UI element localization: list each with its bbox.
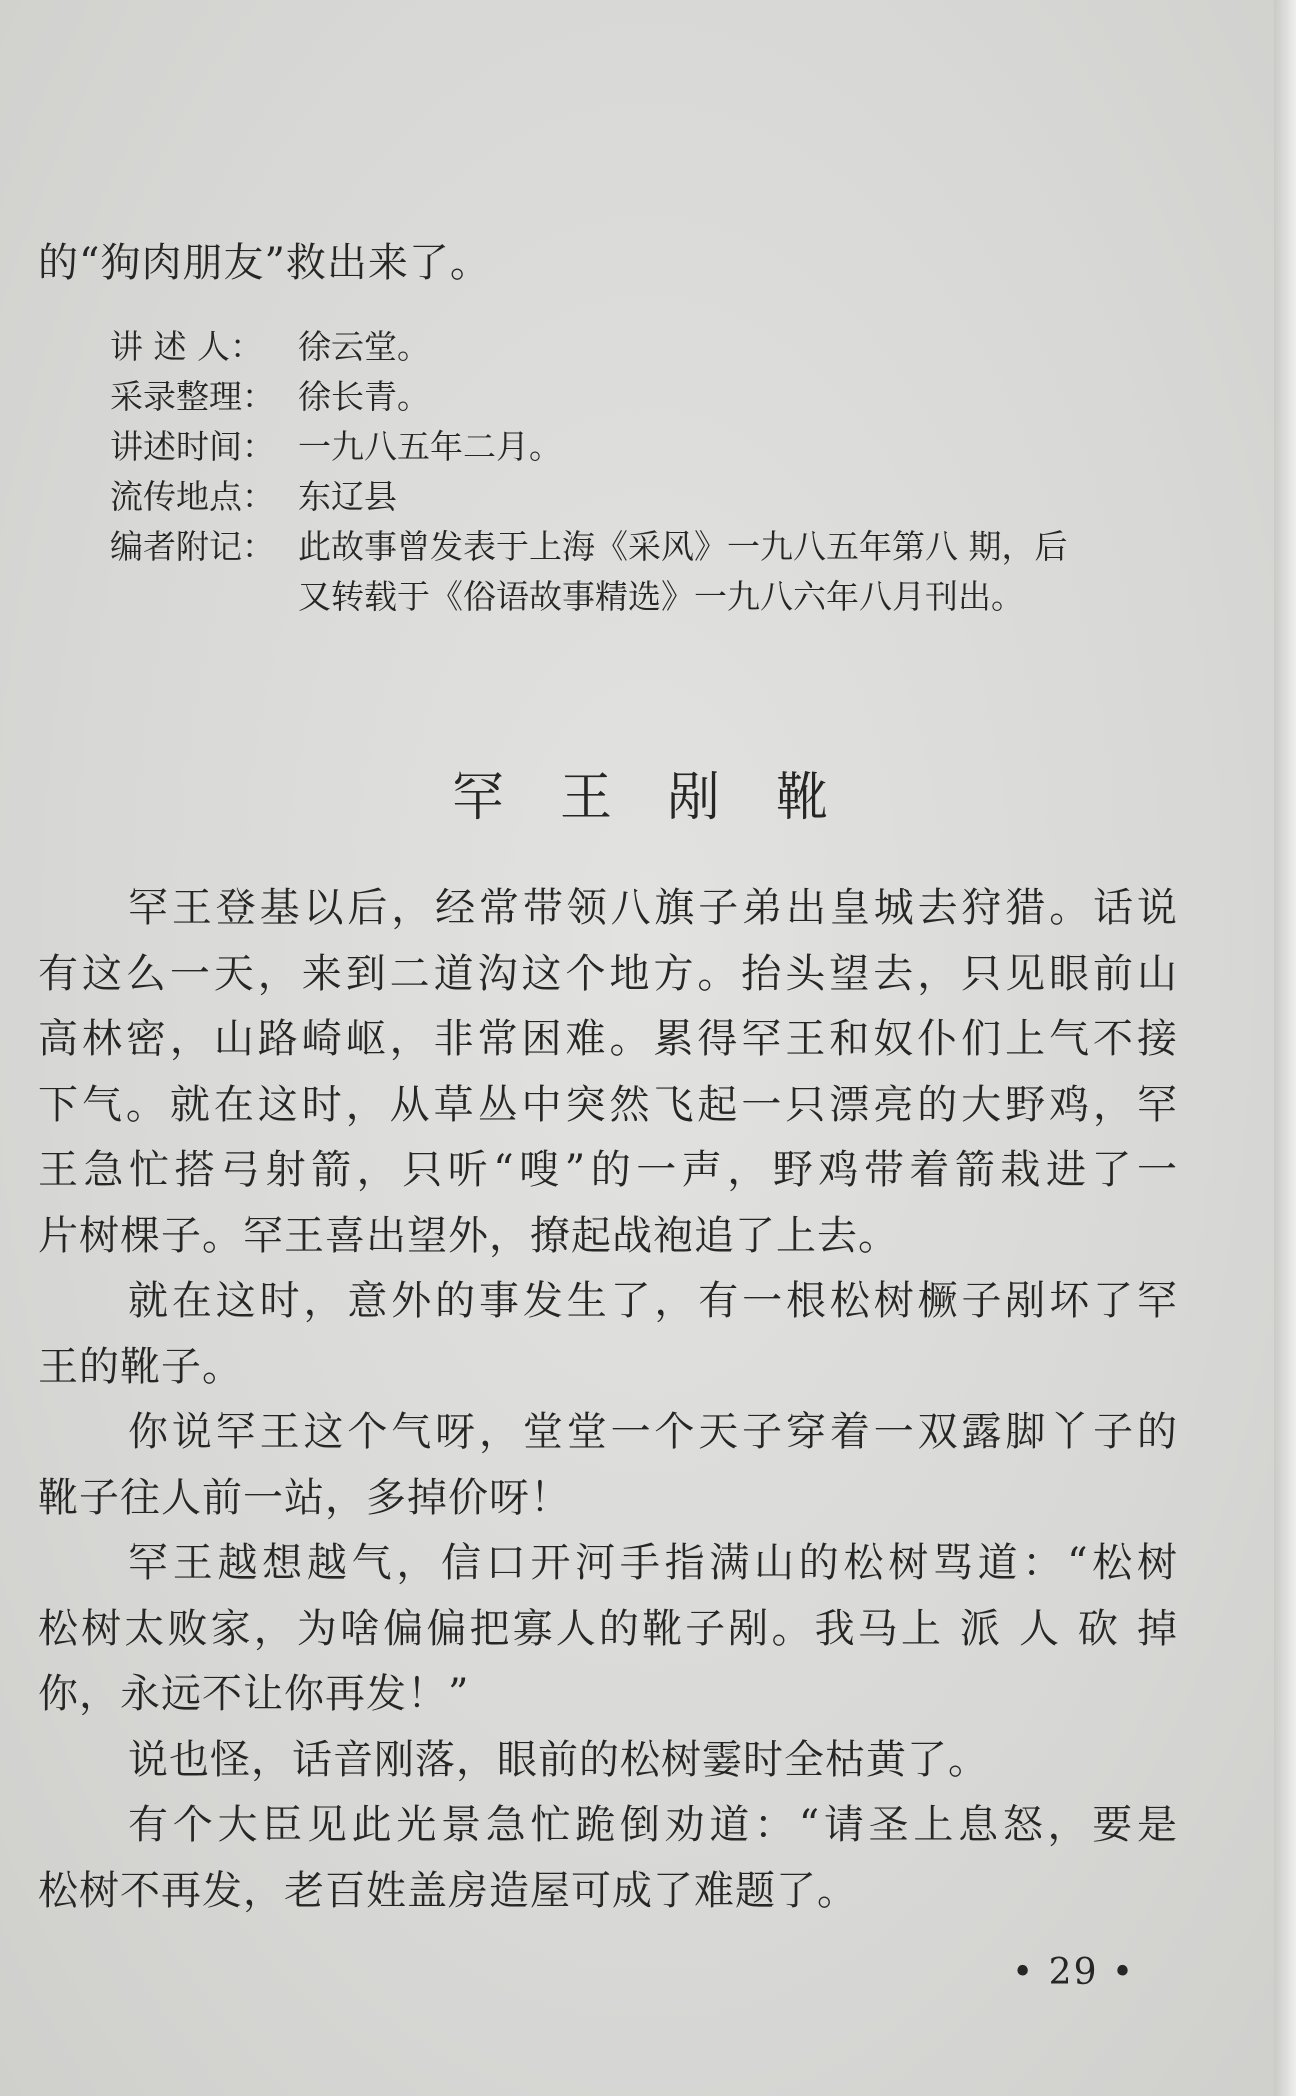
credit-location [110,472,1190,522]
body-line: 王的靴子。 [38,1343,243,1390]
credit-date [110,422,1190,472]
body-line: 就在这时，意外的事发生了，有一根松树橛子剐坏了罕 [128,1278,1178,1324]
credit-label: 讲 述 人： [110,327,263,366]
body-line: 说也怪，话音刚落，眼前的松树霎时全枯黄了。 [128,1736,989,1783]
page-number: • 29 • [1012,1952,1136,1993]
body-line: 靴子往人前一站，多掉价呀！ [38,1474,571,1521]
credit-label: 流传地点： [110,477,275,516]
previous-story-ending: 的“狗肉朋友”救出来了。 [38,240,491,286]
credit-value: 此故事曾发表于上海《采风》一九八五年第八 期，后 [298,527,1068,566]
credit-value: 徐云堂。 [298,327,430,366]
body-line: 罕王越想越气，信口开河手指满山的松树骂道：“松树 [128,1540,1178,1586]
credit-label: 采录整理： [110,377,275,416]
story-title: 罕王剐靴 [451,768,884,828]
credit-value: 徐长青。 [298,377,430,416]
credit-label: 讲述时间： [110,427,275,466]
story-credits [110,322,1190,622]
credit-collector [110,372,1190,422]
credit-value: 东辽县 [298,477,397,516]
credit-narrator [110,322,1190,372]
body-line: 你，永远不让你再发！” [38,1671,470,1717]
credit-value: 一九八五年二月。 [298,427,562,466]
credit-editor-note [110,522,1190,572]
body-line: 你说罕王这个气呀，堂堂一个天子穿着一双露脚丫子的 [128,1409,1178,1455]
story-body [38,876,1178,1924]
body-line: 王急忙搭弓射箭，只听“嗖”的一声，野鸡带着箭栽进了一 [38,1147,1178,1193]
page-edge [1274,0,1296,2096]
body-line: 有个大臣见此光景急忙跪倒劝道：“请圣上息怒，要是 [128,1802,1178,1848]
body-line: 松树不再发，老百姓盖房造屋可成了难题了。 [38,1867,858,1914]
body-line: 下气。就在这时，从草丛中突然飞起一只漂亮的大野鸡，罕 [38,1081,1178,1128]
credit-label: 编者附记： [110,527,275,566]
credit-editor-note-continued: 又转载于《俗语故事精选》一九八六年八月刊出。 [298,577,1024,616]
body-line: 片树棵子。罕王喜出望外，撩起战袍追了上去。 [38,1212,899,1259]
body-line: 松树太败家，为啥偏偏把寡人的靴子剐。我马上 派 人 砍 掉 [38,1605,1178,1652]
body-line: 高林密，山路崎岖，非常困难。累得罕王和奴仆们上气不接 [38,1016,1178,1062]
body-line: 罕王登基以后，经常带领八旗子弟出皇城去狩猎。话说 [128,885,1178,931]
body-line: 有这么一天，来到二道沟这个地方。抬头望去，只见眼前山 [38,950,1178,997]
